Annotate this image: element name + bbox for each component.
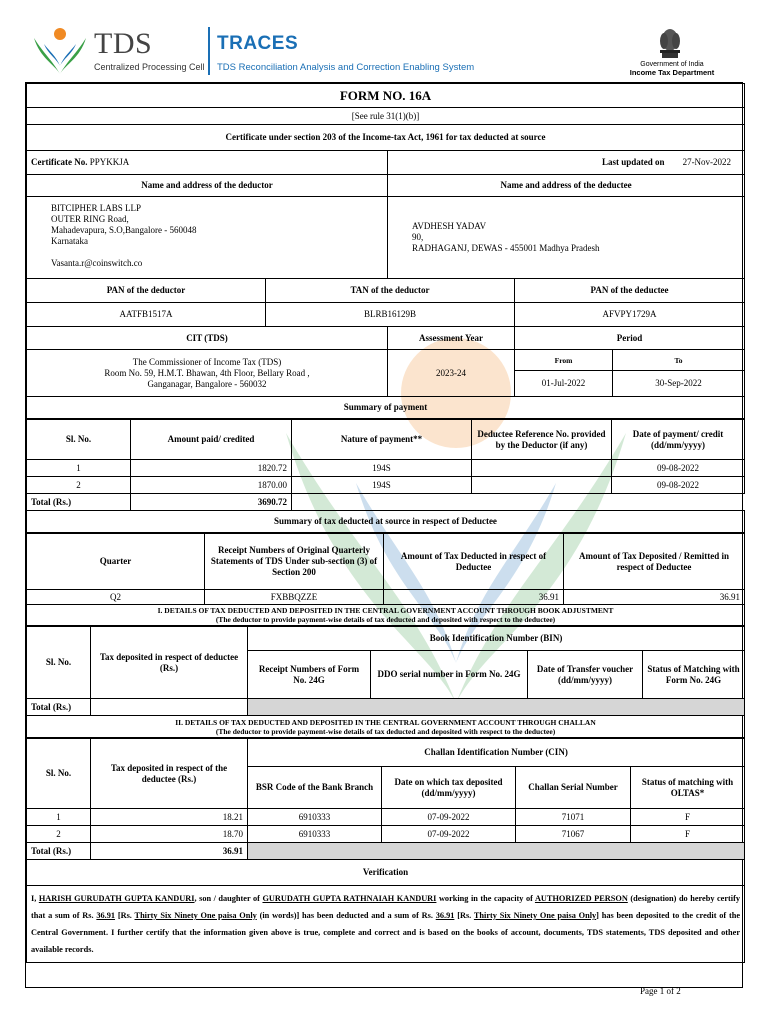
traces-subtitle: TDS Reconciliation Analysis and Correction Enabling System <box>217 62 475 73</box>
tax-header-deposited: Amount of Tax Deposited / Remitted in respect of Deductee <box>564 534 745 590</box>
challan-heading: II. DETAILS OF TAX DEDUCTED AND DEPOSITED IN THE CENTRAL GOVERNMENT ACCOUNT THROUGH CHALLAN (The deductor to provide payment-wise details of tax deducted and deposited with respect to the deductee) <box>27 716 745 738</box>
page-number: Page 1 of 2 <box>640 986 681 996</box>
book-header-tax: Tax deposited in respect of deductee (Rs.) <box>91 627 248 699</box>
payment-header-ref: Deductee Reference No. provided by the Deductor (if any) <box>472 420 612 460</box>
certificate-heading: Certificate under section 203 of the Income-tax Act, 1961 for tax deducted at source <box>27 125 745 151</box>
tax-header-quarter: Quarter <box>27 534 205 590</box>
payment-header-amount: Amount paid/ credited <box>131 420 292 460</box>
book-total-row: Total (Rs.) <box>27 699 745 716</box>
book-header-status: Status of Matching with Form No. 24G <box>643 651 745 699</box>
book-header-receipt: Receipt Numbers of Form No. 24G <box>248 651 371 699</box>
book-header-ddo: DDO serial number in Form No. 24G <box>371 651 528 699</box>
deductor-heading: Name and address of the deductor <box>27 175 388 197</box>
table-row: 2 1870.00 194S 09-08-2022 <box>27 477 745 494</box>
form-title: FORM NO. 16A <box>27 84 745 108</box>
tds-brand: TDS <box>94 27 153 60</box>
tan-deductor: BLRB16129B <box>266 303 515 327</box>
book-adjustment-heading: I. DETAILS OF TAX DEDUCTED AND DEPOSITED IN THE CENTRAL GOVERNMENT ACCOUNT THROUGH BOOK ADJUSTMENT (The deductor to provide payment-wise details of tax deducted and deposited with respect to the deductee) <box>27 605 745 626</box>
pan-deductee: AFVPY1729A <box>515 303 745 327</box>
cit-address: The Commissioner of Income Tax (TDS) Room No. 59, H.M.T. Bhawan, 4th Floor, Bellary Road , Ganganagar, Bangalore - 560032 <box>27 350 388 397</box>
deductee-heading: Name and address of the deductee <box>388 175 745 197</box>
challan-table <box>26 738 745 963</box>
payment-summary-heading: Summary of payment <box>27 397 745 419</box>
table-row: 1 1820.72 194S 09-08-2022 <box>27 460 745 477</box>
period-to: 30-Sep-2022 <box>613 371 745 397</box>
challan-header-serial: Challan Serial Number <box>516 767 631 809</box>
form-16a-document <box>25 82 743 988</box>
form-table <box>26 83 745 419</box>
period-to-label: To <box>613 350 745 371</box>
verification-heading: Verification <box>27 860 745 886</box>
challan-total-row: Total (Rs.) 36.91 <box>27 843 745 860</box>
challan-total: 36.91 <box>91 843 248 860</box>
form-rule: [See rule 31(1)(b)] <box>27 108 745 125</box>
tds-subtitle: Centralized Processing Cell <box>94 62 205 72</box>
tax-summary-table <box>26 533 745 626</box>
page-header <box>0 0 768 82</box>
deductor-address: BITCIPHER LABS LLP OUTER RING Road, Mahadevapura, S.O,Bangalore - 560048 Karnataka Vasanta.r@coinswitch.co <box>27 197 388 279</box>
period-label: Period <box>515 327 745 350</box>
pan-deductor-label: PAN of the deductor <box>27 279 266 303</box>
bin-heading: Book Identification Number (BIN) <box>248 627 745 651</box>
payment-header-nature: Nature of payment** <box>292 420 472 460</box>
table-row: Q2 FXBBQZZE 36.91 36.91 <box>27 590 745 605</box>
challan-header-tax: Tax deposited in respect of the deductee (Rs.) <box>91 739 248 809</box>
payment-total-row: Total (Rs.) 3690.72 <box>27 494 745 511</box>
assessment-year-label: Assessment Year <box>388 327 515 350</box>
deductee-address: AVDHESH YADAV 90, RADHAGANJ, DEWAS - 455001 Madhya Pradesh <box>388 197 745 279</box>
book-adjustment-table <box>26 626 745 738</box>
table-row: 1 18.21 6910333 07-09-2022 71071 F <box>27 809 745 826</box>
tax-header-receipt: Receipt Numbers of Original Quarterly Statements of TDS Under sub-section (3) of Section 200 <box>205 534 384 590</box>
assessment-year: 2023-24 <box>388 350 515 397</box>
table-row: 2 18.70 6910333 07-09-2022 71067 F <box>27 826 745 843</box>
payment-header-date: Date of payment/ credit (dd/mm/yyyy) <box>612 420 745 460</box>
pan-deductor: AATFB1517A <box>27 303 266 327</box>
payment-summary-table <box>26 419 745 533</box>
tax-header-deducted: Amount of Tax Deducted in respect of Deductee <box>384 534 564 590</box>
cin-heading: Challan Identification Number (CIN) <box>248 739 745 767</box>
tds-logo-icon <box>30 24 90 76</box>
period-from: 01-Jul-2022 <box>515 371 613 397</box>
challan-header-sl: Sl. No. <box>27 739 91 809</box>
last-updated: Last updated on 27-Nov-2022 <box>388 151 745 175</box>
book-header-date: Date of Transfer voucher (dd/mm/yyyy) <box>528 651 643 699</box>
tax-summary-heading: Summary of tax deducted at source in respect of Deductee <box>27 511 745 533</box>
national-emblem-icon <box>656 26 684 60</box>
header-divider <box>208 27 210 75</box>
pan-deductee-label: PAN of the deductee <box>515 279 745 303</box>
cit-label: CIT (TDS) <box>27 327 388 350</box>
payment-total: 3690.72 <box>131 494 292 511</box>
book-header-sl: Sl. No. <box>27 627 91 699</box>
traces-brand: TRACES <box>217 33 299 54</box>
tan-deductor-label: TAN of the deductor <box>266 279 515 303</box>
gov-of-india-label: Government of India Income Tax Department <box>629 61 715 77</box>
period-from-label: From <box>515 350 613 371</box>
certificate-number: Certificate No. PPYKKJA <box>27 151 388 175</box>
challan-header-status: Status of matching with OLTAS* <box>631 767 745 809</box>
challan-header-bsr: BSR Code of the Bank Branch <box>248 767 382 809</box>
payment-header-sl: Sl. No. <box>27 420 131 460</box>
challan-header-date: Date on which tax deposited (dd/mm/yyyy) <box>382 767 516 809</box>
verification-text: I, HARISH GURUDATH GUPTA KANDURI, son / daughter of GURUDATH GUPTA RATHNAIAH KANDURI working in the capacity of AUTHORIZED PERSON (designation) do hereby certify that a sum of Rs. 36.91 [Rs. Thirty Six Ninety One paisa Only (in words)] has been deducted and a sum of Rs. 36.91 [Rs. Thirty Six Ninety One paisa Only] has been deposited to the credit of the Central Government. I further certify that the information given above is true, complete and correct and is based on the books of account, documents, TDS statements, TDS deposited and other available records. <box>27 886 745 963</box>
